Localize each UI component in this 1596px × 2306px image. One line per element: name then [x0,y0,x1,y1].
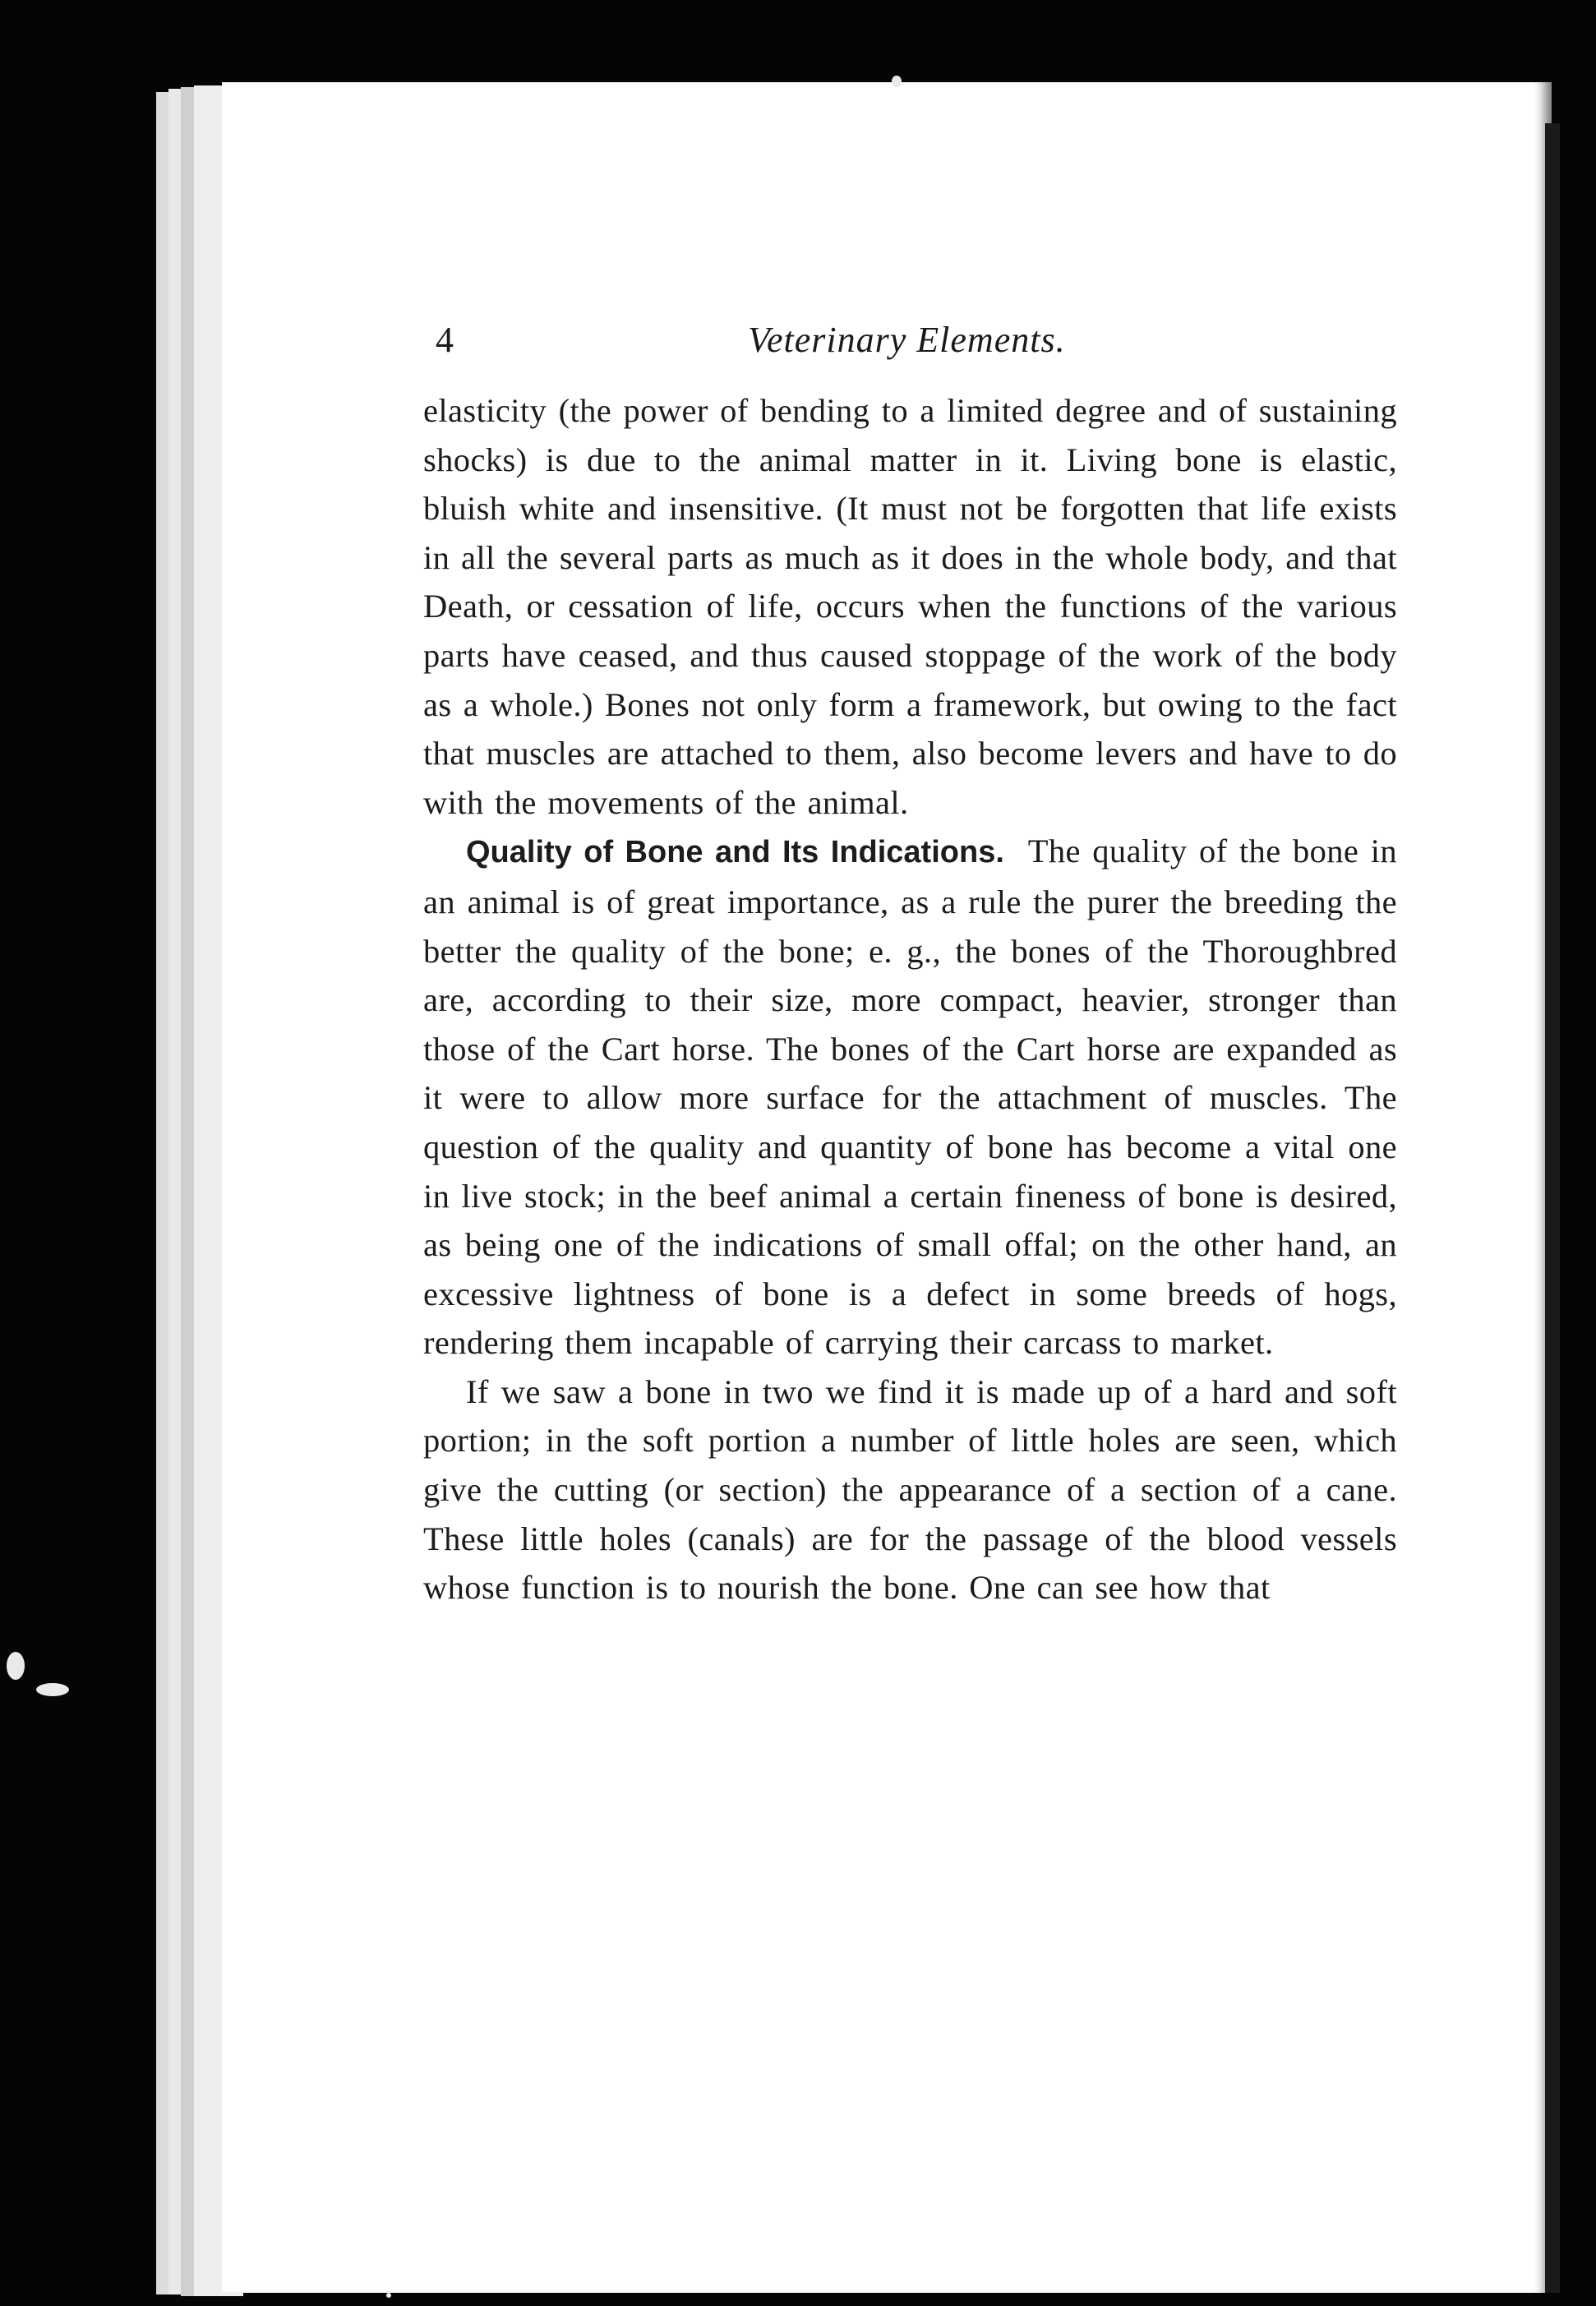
binding-shadow [1545,123,1560,2293]
paragraph: elasticity (the power of bending to a limited degree and of sustaining shocks) is due to the animal matter in it. Living bone is elastic, bluish white and insensitive. (It must not be forgotten that life exists in all the several parts as much as it does in the whole body, and that Death, or cessation of life, occurs when the functions of the various parts have ceased, and thus caused stoppage of the work of the body as a whole.) Bones not only form a framework, but owing to the fact that muscles are attached to them, also become levers and have to do with the movements of the animal. [423,392,1397,821]
scan-speck [892,76,902,87]
paragraph: If we saw a bone in two we find it is made up of a hard and soft portion; in the soft portion a number of little holes are seen, which give the cutting (or section) the appearance of a section of a cane. These little holes (canals) are for the passage of the blood vessels whose function is to nourish the bone. One can see how that [423,1372,1397,1607]
paragraph [423,827,1397,1367]
scan-speck [7,1652,25,1680]
section-heading: Quality of Bone and Its Indications. [466,835,1004,870]
scan-speck [386,2293,391,2298]
page-number: 4 [436,320,454,360]
scan-speck [36,1683,69,1696]
running-header [436,319,1109,368]
body-text [423,386,1397,1612]
paragraph-text: The quality of the bone in an animal is of great importance, as a rule the purer the breeding the better the quality of the bone; e. g., the bones of the Thoroughbred are, according to their size, more compact, heavier, stronger than those of the Cart horse. The bones of the Cart horse are expanded as it were to allow more surface for the attachment of muscles. The question of the quality and quantity of bone has become a vital one in live stock; in the beef animal a certain fineness of bone is desired, as being one of the indications of small offal; on the other hand, an excessive lightness of bone is a defect in some breeds of hogs, rendering them incapable of carrying their carcass to market. [423,832,1397,1362]
running-title: Veterinary Elements. [748,320,1066,360]
